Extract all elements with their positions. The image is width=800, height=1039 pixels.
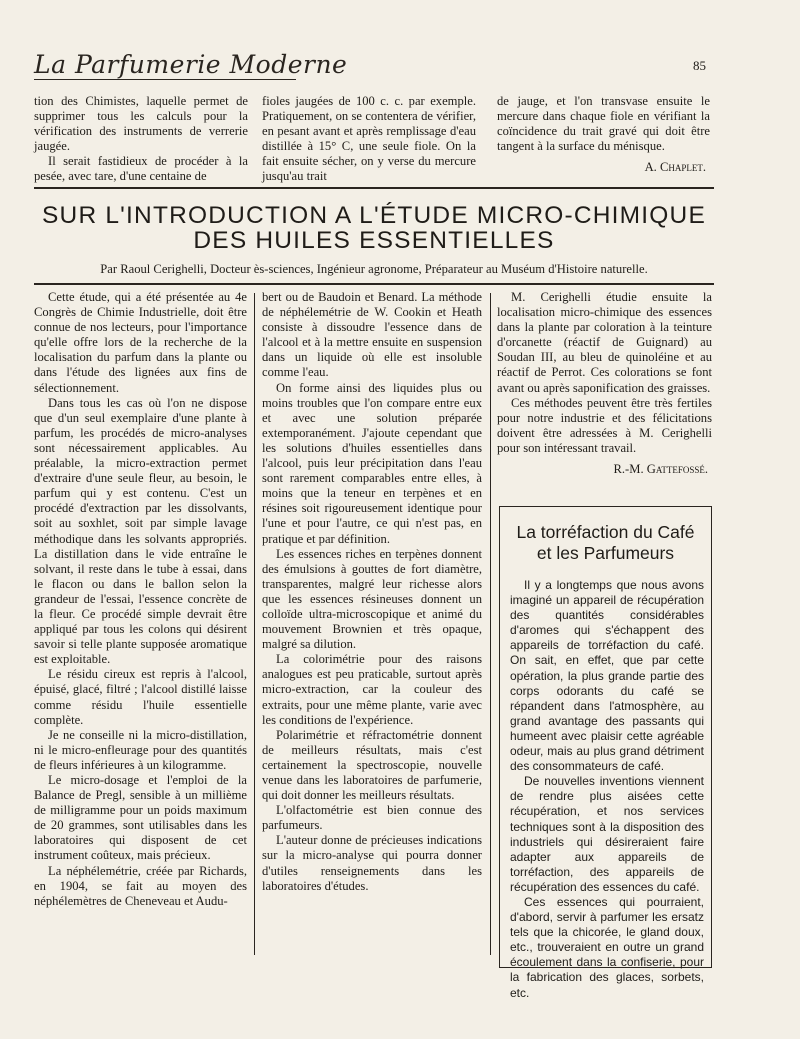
paragraph: Cette étude, qui a été présentée au 4e Congrès de Chimie Industrielle, doit être connue de nos lecteurs, pour l'importance qu'elle offre lors de la recherche de la localisation du parfum dans la plante ou dans l'étude des lignées aux fins de sélectionnement.: [34, 290, 247, 395]
logo-underline: [34, 79, 296, 80]
previous-article-column-2: [262, 94, 476, 185]
paragraph: Il y a longtemps que nous avons imaginé un appareil de récupération des quantités considérables d'aromes qui s'échappent des appareils de torréfaction du café. On sait, en effet, que par cette opération, la plus grande partie des corps odorants du café se répandent dans l'atmosphère, au grand avantage des passants qui humeent avec plaisir cette agréable odeur, mais au plus grand détriment des consommateurs de café.: [510, 578, 704, 774]
signature: R.-M. Gattefossé.: [613, 462, 708, 477]
sidebar-title-line-2: et les Parfumeurs: [536, 543, 675, 563]
paragraph: tion des Chimistes, laquelle permet de supprimer tous les calculs pour la vérification des instruments de verrerie jaugée.: [34, 94, 248, 154]
article-column-3: [497, 290, 712, 477]
previous-article-column-1: [34, 94, 248, 185]
paragraph: Le résidu cireux est repris à l'alcool, épuisé, glacé, filtré ; l'alcool distillé laisse comme résidu l'huile essentielle complète.: [34, 667, 247, 727]
signature: A. Chaplet.: [644, 160, 706, 175]
paragraph: Les essences riches en terpènes donnent des émulsions à gouttes de fort diamètre, transparentes, malgré leur richesse alors que les essences résineuses donnent un colloïde ultra-microscopique et animé du mouvement Brownien et très opaque, malgré sa dilution.: [262, 546, 482, 652]
sidebar-title-line-1: La torréfaction du Café: [516, 522, 695, 542]
byline-divider: [34, 283, 714, 285]
sidebar-title: [499, 522, 712, 564]
article-column-2: [262, 290, 482, 894]
paragraph: M. Cerighelli étudie ensuite la localisation micro-chimique des essences dans la plante par coloration à la teinture d'orcanette (réactif de Guignard) au Soudan III, au bleu de quinoléine et au réactif de Perrot. Ces colorations se font avant ou après saponification des graisses.: [497, 290, 712, 395]
paragraph: bert ou de Baudoin et Benard. La méthode de néphélemétrie de W. Cookin et Heath consiste à dissoudre l'essence dans de l'alcool et à la mettre ensuite en suspension dans un liquide où elle est insoluble comme l'eau.: [262, 290, 482, 380]
paragraph: Le micro-dosage et l'emploi de la Balance de Pregl, sensible à un millième de milligramme pour un poids maximum de 20 grammes, sont utilisables dans les laboratoires qui disposent de cet instrument coûteux, mais précieux.: [34, 773, 247, 863]
title-line-2: DES HUILES ESSENTIELLES: [193, 227, 555, 254]
paragraph: de jauge, et l'on transvase ensuite le mercure dans chaque fiole en vérifiant la coïncidence du trait gravé qui doit être tangent à la surface du ménisque.: [497, 94, 710, 154]
paragraph: L'auteur donne de précieuses indications sur la micro-analyse qui pourra donner d'utiles renseignements dans les laboratoires d'études.: [262, 833, 482, 893]
title-line-1: SUR L'INTRODUCTION A L'ÉTUDE MICRO-CHIMIQUE: [42, 202, 706, 229]
sidebar-body: [510, 578, 704, 1001]
paragraph: La colorimétrie pour des raisons analogues est peu praticable, surtout après micro-extraction, car la couleur des extraits, pour une même plante, varie avec les conditions de l'expérience.: [262, 652, 482, 727]
paragraph: L'olfactométrie est bien connue des parfumeurs.: [262, 803, 482, 833]
magazine-logo: La Parfumerie Moderne: [34, 50, 348, 79]
article-title: [34, 203, 714, 253]
article-column-1: [34, 290, 247, 909]
section-divider: [34, 187, 714, 189]
article-byline: Par Raoul Cerighelli, Docteur ès-sciences, Ingénieur agronome, Préparateur au Muséum d'Histoire naturelle.: [100, 262, 648, 276]
paragraph: Polarimétrie et réfractométrie donnent de meilleurs résultats, mais c'est certainement la spectroscopie, nouvelle venue dans les laboratoires de parfumerie, qui doit donner les meilleurs résultats.: [262, 727, 482, 803]
column-divider: [490, 293, 491, 955]
previous-article-column-3: [497, 94, 710, 175]
paragraph: Il serait fastidieux de procéder à la pesée, avec tare, d'une centaine de: [34, 154, 248, 184]
paragraph: Je ne conseille ni la micro-distillation, ni le micro-enfleurage pour des quantités de fleurs inférieures à un kilogramme.: [34, 727, 247, 772]
paragraph: Ces essences qui pourraient, d'abord, servir à parfumer les ersatz tels que la chicorée, le gland doux, etc., trouveraient en outre un grand écoulement dans la confiserie, pour la fabrication des glaces, sorbets, etc.: [510, 894, 704, 1000]
paragraph: De nouvelles inventions viennent de rendre plus aisées cette récupération, et nos services techniques sont à la disposition des industriels qui désireraient faire adapter aux appareils de torréfaction, des appareils de récupération des essences du café.: [510, 774, 704, 894]
column-divider: [254, 293, 255, 955]
paragraph: Ces méthodes peuvent être très fertiles pour notre industrie et des félicitations doivent être adressées à M. Cerighelli pour son intéressant travail.: [497, 395, 712, 455]
paragraph: fioles jaugées de 100 c. c. par exemple. Pratiquement, on se contentera de vérifier, en pesant avant et après remplissage d'eau distillée à 15° C, une seule fiole. On la fait ensuite sécher, on y verse du mercure jusqu'au trait: [262, 94, 476, 184]
paragraph: Dans tous les cas où l'on ne dispose que d'un seul exemplaire d'une plante à parfum, les procédés de micro-analyses sont nécessairement applicables. Au préalable, la micro-extraction permet d'extraire d'une seule fleur, au besoin, le parfum qui y est contenu. C'est un procédé d'extraction par les dissolvants, soit au soxhlet, soit par simple lavage méthodique dans les solvants appropriés. La distillation dans le vide entraîne le solvant, il reste dans le tube à essai, dans le flacon ou dans le ballon selon la grandeur de l'essai, l'essence concrète de la fleur. Ce procédé simple devrait être appliqué par tous les colons qui désirent savoir si telle plante supposée aromatique est exploitable.: [34, 395, 247, 667]
paragraph: La néphélemétrie, créée par Richards, en 1904, se fait au moyen des néphélemètres de Cheneveau et Audu-: [34, 863, 247, 908]
paragraph: On forme ainsi des liquides plus ou moins troubles que l'on compare entre eux et avec une solution préparée extemporanément. J'ajoute cependant que les solutions d'huiles essentielles dans l'alcool, puis leur précipitation dans l'eau sont rarement comparables entre elles, à moins que la teneur en terpènes et en résines soit rigoureusement identique pour l'une et pour l'autre, ce qui n'est pas, en pratique et par définition.: [262, 380, 482, 546]
page-number: 85: [693, 58, 706, 73]
